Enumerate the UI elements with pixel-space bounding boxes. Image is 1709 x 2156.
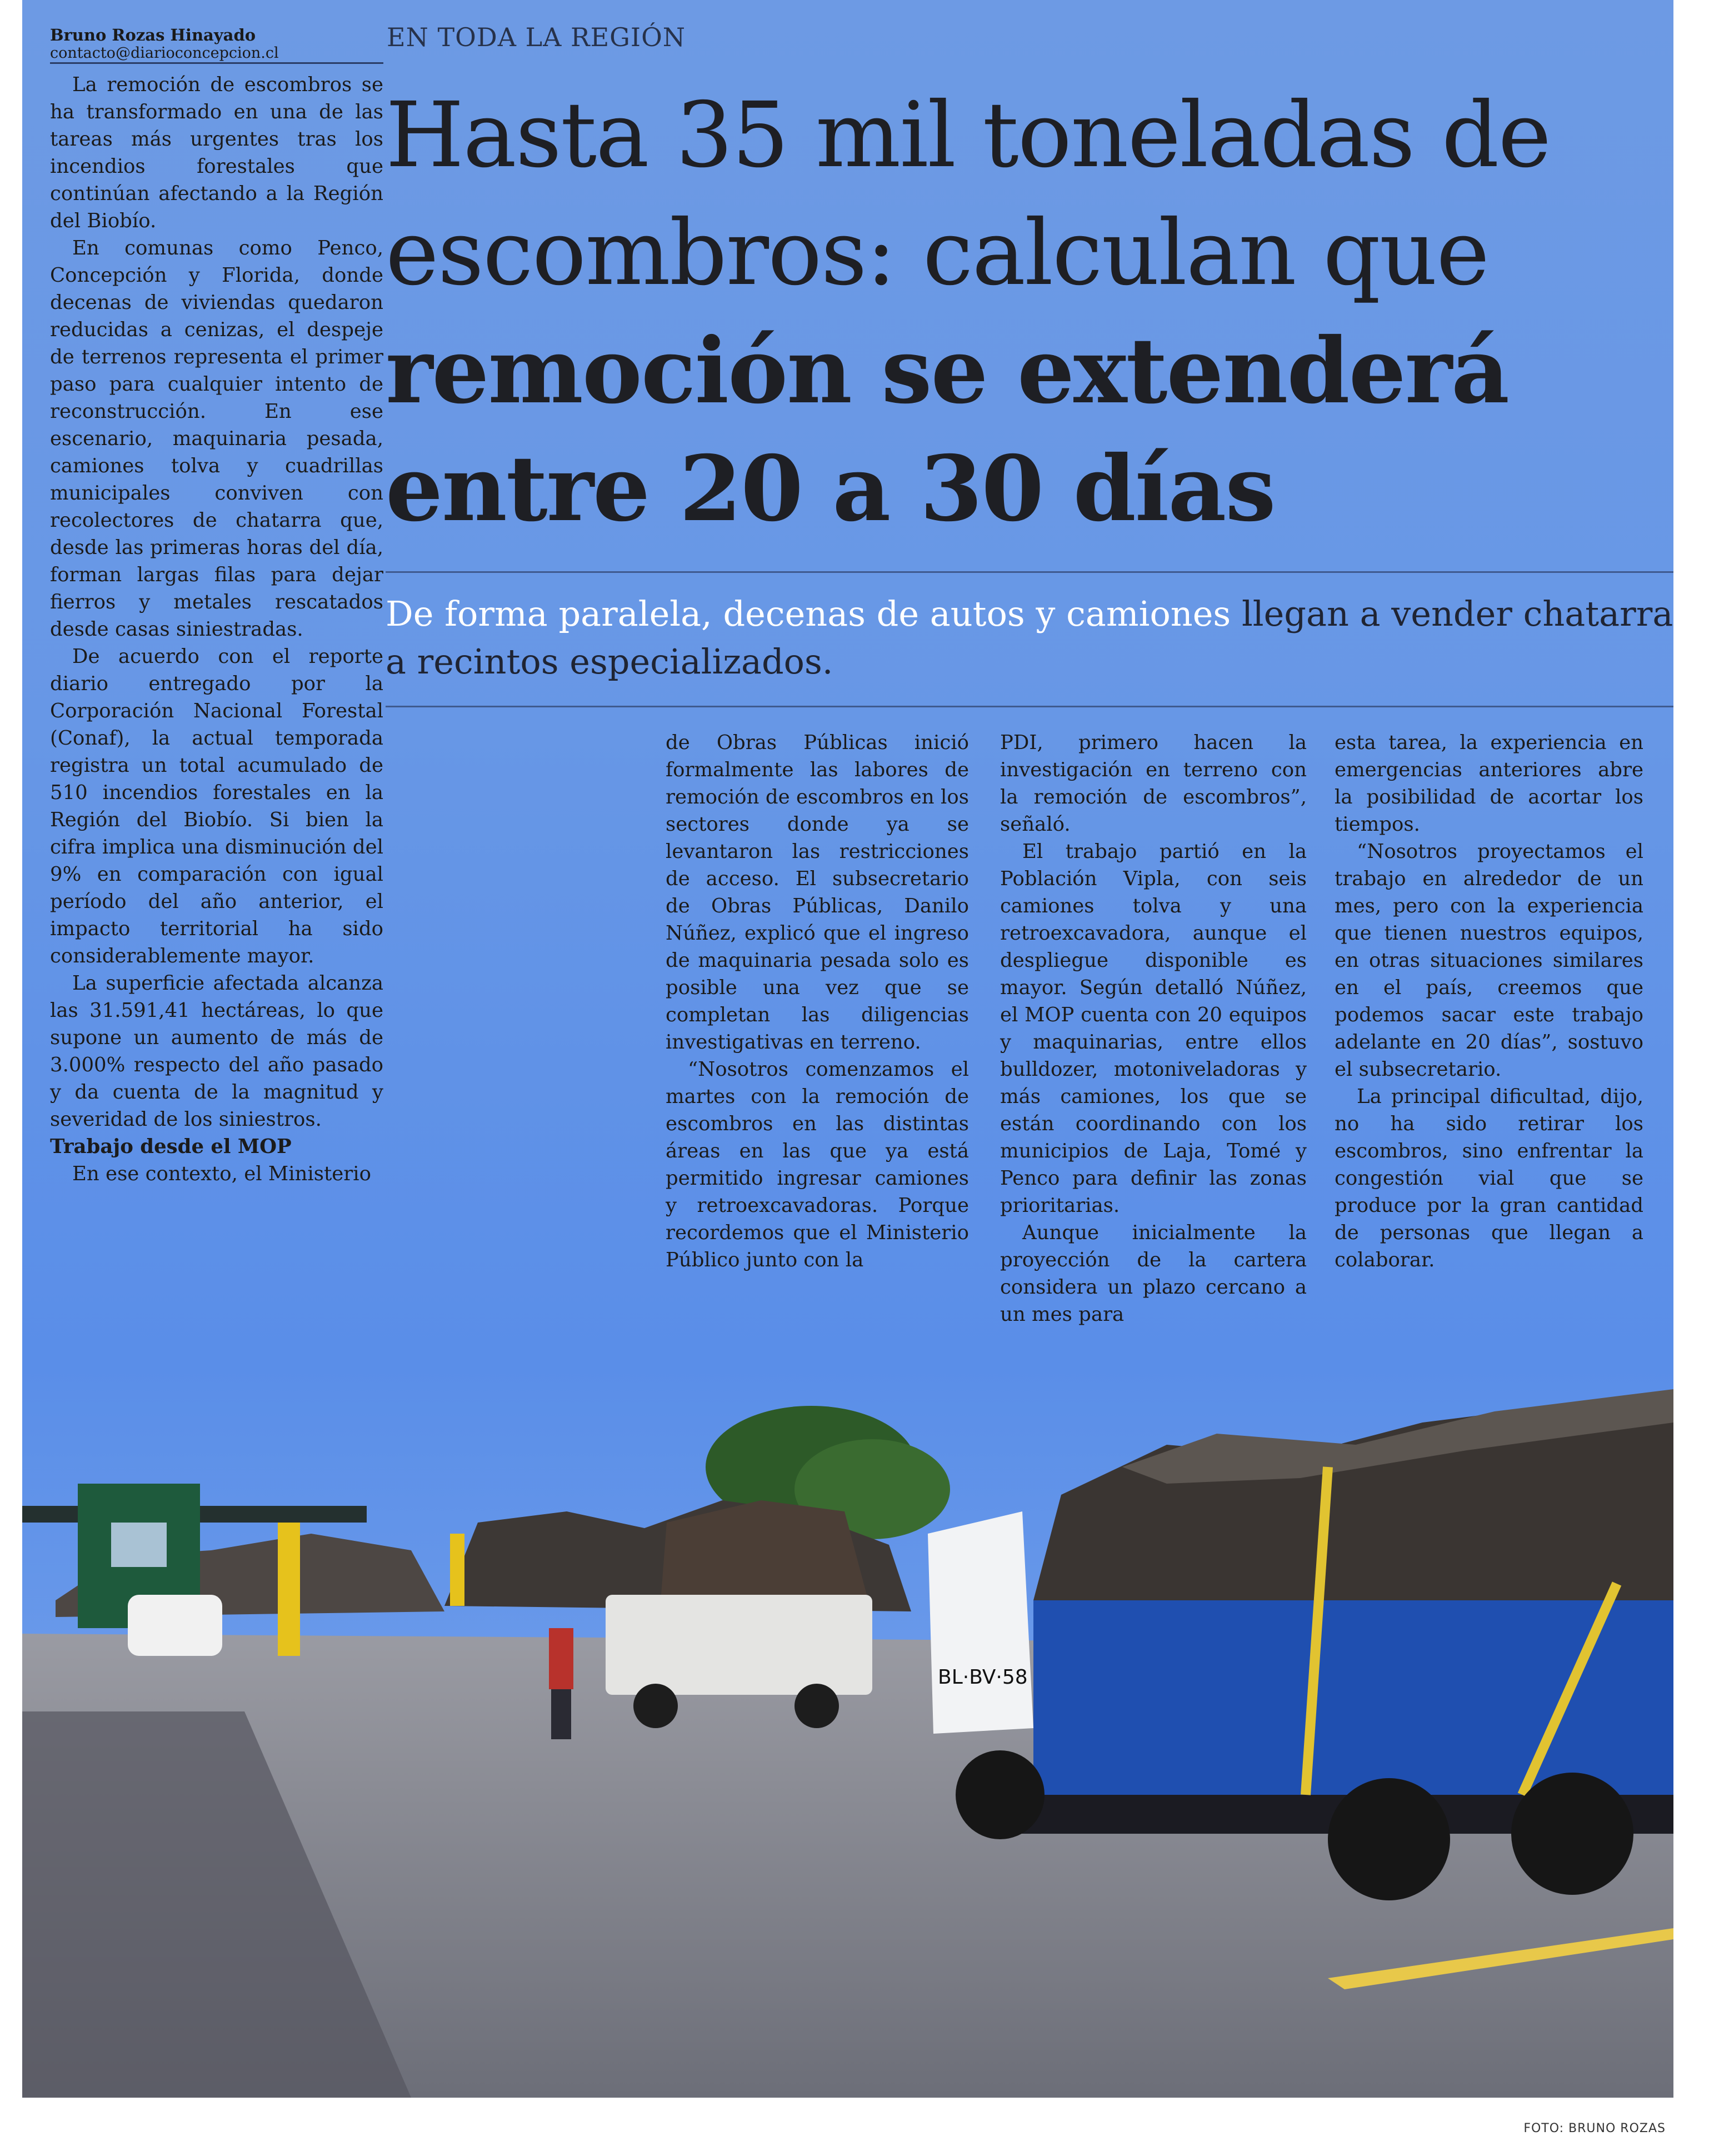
paragraph: esta tarea, la experiencia en emergencias anteriores abre la posibilidad de acortar los tiempos. [1335,731,1643,836]
booth-window [111,1523,167,1567]
truck-bed [1033,1600,1673,1800]
paragraph: En comunas como Penco, Concepción y Florida, donde decenas de viviendas quedaron reducidas a cenizas, el despeje de terrenos representa el primer paso para cualquier intento de reconstrucción. En ese escenario, maquinaria pesada, camiones tolva y cuadrillas municipales conviven con recolectores de chatarra que, desde las primeras horas del día, forman largas filas para dejar fierros y metales rescatados desde casas siniestradas. [50,237,383,641]
author-email: contacto@diarioconcepcion.cl [50,44,279,62]
deck-lead: De forma paralela, decenas de autos y camiones [386,593,1231,634]
paragraph: La superficie afectada alcanza las 31.591,41 hectáreas, lo que supone un aumento de más de 3.000% respecto del año pasado y da cuenta de la magnitud y severidad de los siniestros. [50,972,383,1131]
paragraph: de Obras Públicas inició formalmente las labores de remoción de escombros en los sectores donde ya se levantaron las restricciones de acceso. El subsecretario de Obras Públicas, Danilo Núñez, explicó que el ingreso de maquinaria pesada solo es posible una vez que se completan las diligencias investigativas en terreno. [666,731,969,1054]
body-column-1 [50,71,383,1187]
wheel [794,1684,839,1728]
paragraph: En ese contexto, el Ministerio [72,1162,371,1185]
body-column-3 [1000,729,1307,1328]
worker-legs [551,1689,571,1739]
deck-bottom-rule [386,706,1673,707]
paragraph: Aunque inicialmente la proyección de la cartera considera un plazo cercano a un mes para [1000,1221,1307,1326]
license-plate: BL·BV·58 [938,1666,1028,1689]
truck-cab [928,1511,1033,1734]
subheading: Trabajo desde el MOP [50,1135,292,1158]
yellow-post [450,1534,464,1606]
wheel [956,1750,1045,1839]
headline [386,77,1663,548]
article-panel [22,0,1673,2098]
body-column-2 [666,729,969,1274]
deck [386,590,1673,686]
worker [549,1628,573,1689]
body-column-4 [1335,729,1643,1274]
paragraph: De acuerdo con el reporte diario entregado por la Corporación Nacional Forestal (Conaf), la actual temporada registra un total acumulado de 510 incendios forestales en la Región del Biobío. Si bien la cifra implica una disminución del 9% en comparación con igual período del año anterior, el impacto territorial ha sido considerablemente mayor. [50,645,383,967]
deck-top-rule [386,571,1673,573]
scrap-pickup [606,1595,872,1695]
paragraph: “Nosotros proyectamos el trabajo en alrededor de un mes, pero con la experiencia que tienen nuestros equipos, en otras situaciones similares en el país, creemos que podemos sacar este trabajo adelante en 20 días”, sostuvo el subsecretario. [1335,840,1643,1081]
white-pickup [128,1595,222,1656]
paragraph: El trabajo partió en la Población Vipla, con seis camiones tolva y una retroexcavadora, aunque el despliegue disponible es mayor. Según detalló Núñez, el MOP cuenta con 20 equipos y maquinarias, entre ellos bulldozer, motoniveladoras y más camiones, los que se están coordinando con los municipios de Laja, Tomé y Penco para definir las zonas prioritarias. [1000,840,1307,1217]
yellow-post [278,1523,300,1656]
headline-line-4: entre 20 a 30 días [386,436,1275,542]
byline-divider [50,62,383,64]
headline-line-3: remoción se extenderá [386,318,1508,424]
wheel [1328,1778,1450,1900]
paragraph: “Nosotros comenzamos el martes con la remoción de escombros en las distintas áreas en las que ya está permitido ingresar camiones y retroexcavadoras. Porque recordemos que el Ministerio Público junto con la [666,1058,969,1271]
deck-rest: llegan a vender chatarra a recintos especializados. [386,593,1673,682]
photo-credit: FOTO: BRUNO ROZAS [1523,2122,1666,2135]
wheel [633,1684,678,1728]
paragraph: La principal dificultad, dijo, no ha sido retirar los escombros, sino enfrentar la congestión vial que se produce por la gran cantidad de personas que llegan a colaborar. [1335,1085,1643,1271]
author-name: Bruno Rozas Hinayado [50,26,256,44]
paragraph: La remoción de escombros se ha transformado en una de las tareas más urgentes tras los incendios forestales que continúan afectando a la Región del Biobío. [50,73,383,232]
section-label: EN TODA LA REGIÓN [387,22,686,52]
paragraph: PDI, primero hacen la investigación en terreno con la remoción de escombros”, señaló. [1000,731,1307,836]
headline-line-2: escombros: calculan que [386,201,1489,306]
headline-line-1: Hasta 35 mil toneladas de [386,83,1551,188]
wheel [1511,1773,1633,1895]
